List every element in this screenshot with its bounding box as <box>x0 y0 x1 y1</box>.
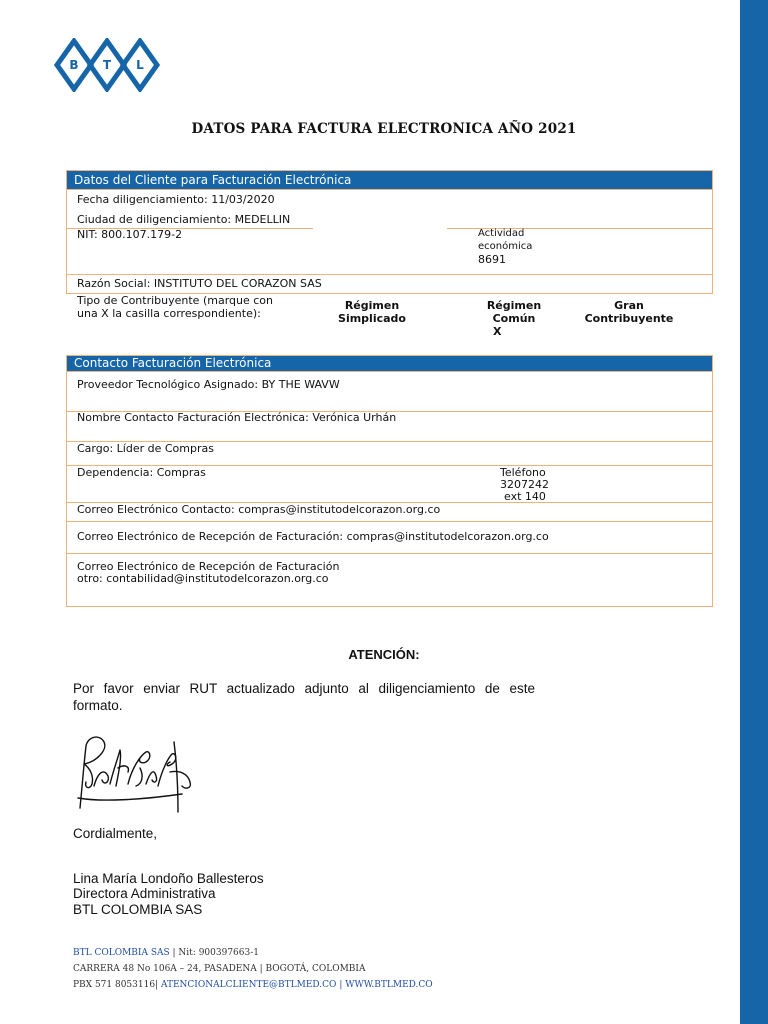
nit-field: NIT: 800.107.179-2 <box>77 228 183 241</box>
tipo-contribuyente-label-2: una X la casilla correspondiente): <box>77 307 261 320</box>
footer-pbx: PBX 571 8053116| <box>73 980 159 990</box>
btl-logo <box>54 38 160 92</box>
logo-letter-l: L <box>136 58 144 72</box>
gran-contribuyente-label: Gran <box>614 299 644 312</box>
dependencia-field: Dependencia: Compras <box>77 466 206 479</box>
footer-company-line <box>73 948 259 958</box>
client-section-header: Datos del Cliente para Facturación Electrónica <box>67 171 712 190</box>
footer-company: BTL COLOMBIA SAS <box>73 948 170 958</box>
regimen-comun-label: Régimen <box>486 299 542 312</box>
handwritten-signature <box>70 728 200 814</box>
attention-heading: ATENCIÓN: <box>348 647 420 662</box>
footer-web-link[interactable]: WWW.BTLMED.CO <box>345 980 433 990</box>
contact-section-header: Contacto Facturación Electrónica <box>67 356 712 372</box>
correo-otro-field: Correo Electrónico de Recepción de Facturación <box>77 560 340 573</box>
divider <box>67 274 713 275</box>
telefono-label: Teléfono <box>500 466 546 479</box>
instructions-paragraph: Por favor enviar RUT actualizado adjunto al diligenciamiento de este formato. <box>73 681 535 713</box>
correo-contacto-field: Correo Electrónico Contacto: compras@institutodelcorazon.org.co <box>77 503 441 516</box>
telefono-number: 3207242 <box>500 478 549 491</box>
regimen-comun-mark: X <box>493 325 502 338</box>
logo-letter-b: B <box>69 58 79 72</box>
actividad-label-2: económica <box>478 241 533 252</box>
gran-contribuyente-label-2: Contribuyente <box>584 312 674 325</box>
signer-name: Lina María Londoño Ballesteros <box>73 871 264 886</box>
tipo-contribuyente-label: Tipo de Contribuyente (marque con <box>77 294 273 307</box>
regimen-simplicado-label: Régimen <box>344 299 400 312</box>
divider <box>67 553 713 554</box>
correo-recepcion-field: Correo Electrónico de Recepción de Facturación: compras@institutodelcorazon.org.co <box>77 530 549 543</box>
footer-separator: | <box>339 980 343 990</box>
proveedor-field: Proveedor Tecnológico Asignado: BY THE WAVW <box>77 378 340 391</box>
actividad-value: 8691 <box>478 253 506 266</box>
footer-email-link[interactable]: ATENCIONALCLIENTE@BTLMED.CO <box>160 980 337 990</box>
footer-contact-line <box>73 980 433 990</box>
contact-section <box>66 355 713 607</box>
divider <box>67 521 713 522</box>
logo-letter-t: T <box>102 58 112 72</box>
ciudad-field: Ciudad de diligenciamiento: MEDELLIN <box>77 213 291 226</box>
telefono-ext: ext 140 <box>504 490 546 503</box>
fecha-field: Fecha diligenciamiento: 11/03/2020 <box>77 193 275 206</box>
signer-role: Directora Administrativa <box>73 886 216 901</box>
regimen-simplicado-label-2: Simplicado <box>338 312 406 325</box>
razon-social-field: Razón Social: INSTITUTO DEL CORAZON SAS <box>77 277 322 290</box>
signer-company: BTL COLOMBIA SAS <box>73 902 203 917</box>
correo-otro-field-2: otro: contabilidad@institutodelcorazon.org.co <box>77 572 329 585</box>
nombre-contacto-field: Nombre Contacto Facturación Electrónica: Verónica Urhán <box>77 411 397 424</box>
client-section <box>66 170 713 294</box>
document-title: DATOS PARA FACTURA ELECTRONICA AÑO 2021 <box>191 121 577 137</box>
footer-nit: | Nit: 900397663-1 <box>172 948 259 958</box>
regimen-comun-label-2: Común <box>492 312 536 325</box>
closing: Cordialmente, <box>73 826 158 841</box>
actividad-label: Actividad <box>478 228 525 239</box>
side-accent-bar <box>740 0 768 1024</box>
footer-address: CARRERA 48 No 106A – 24, PASADENA | BOGOTÁ, COLOMBIA <box>73 964 366 974</box>
cargo-field: Cargo: Líder de Compras <box>77 442 214 455</box>
